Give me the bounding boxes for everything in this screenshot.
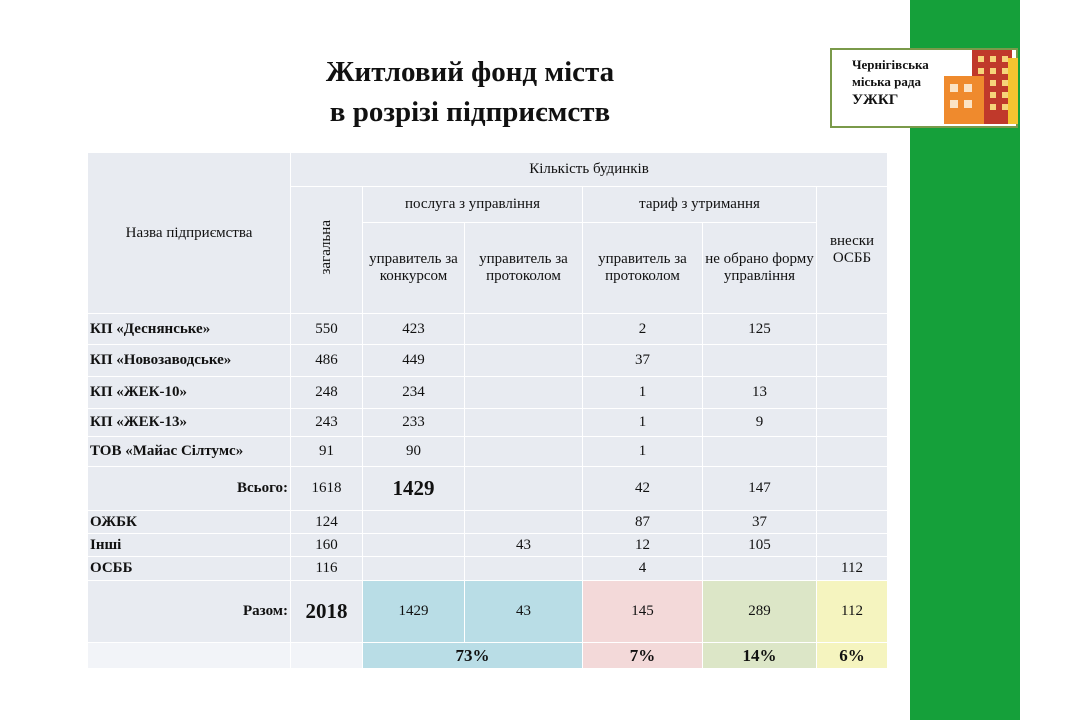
row-not-chosen [703,437,817,467]
row-not-chosen: 125 [703,314,817,345]
row-name: КП «ЖЕК-10» [88,377,291,409]
row-protocol-tariff: 87 [583,511,703,534]
logo-badge [830,48,1018,128]
grand-total-label: Разом: [88,581,291,643]
table-row [88,437,888,467]
building-icon [942,48,1018,126]
grand-total-competition: 1429 [363,581,465,643]
row-protocol-service [465,437,583,467]
header-building-count: Кількість будинків [291,153,888,187]
row-not-chosen: 37 [703,511,817,534]
header-not-chosen: не обрано форму управління [703,223,817,314]
row-osbb [817,345,888,377]
row-competition: 233 [363,409,465,437]
row-competition: 423 [363,314,465,345]
table-row [88,409,888,437]
title-line-2: в розрізі підприємств [329,96,611,128]
row-osbb: 112 [817,557,888,581]
subtotal-label: Всього: [88,467,291,511]
row-total: 486 [291,345,363,377]
table-row [88,345,888,377]
table-row [88,534,888,557]
percentage-empty-name [88,643,291,669]
percentage-protocol-tariff: 7% [583,643,703,669]
row-osbb [817,314,888,345]
header-management-service: послуга з управління [363,187,583,223]
page-title [270,52,670,132]
grand-total-row [88,581,888,643]
row-osbb [817,409,888,437]
row-total: 91 [291,437,363,467]
housing-fund-table [87,152,888,669]
row-name: ОЖБК [88,511,291,534]
row-total: 550 [291,314,363,345]
row-protocol-service: 43 [465,534,583,557]
row-protocol-service [465,409,583,437]
row-protocol-tariff: 1 [583,409,703,437]
row-not-chosen [703,345,817,377]
row-total: 248 [291,377,363,409]
percentage-not-chosen: 14% [703,643,817,669]
percentage-empty-total [291,643,363,669]
table-row [88,557,888,581]
row-protocol-service [465,314,583,345]
row-not-chosen: 13 [703,377,817,409]
row-protocol-tariff: 12 [583,534,703,557]
percentage-row [88,643,888,669]
subtotal-not-chosen: 147 [703,467,817,511]
percentage-osbb: 6% [817,643,888,669]
row-total: 160 [291,534,363,557]
row-osbb [817,377,888,409]
row-total: 243 [291,409,363,437]
row-name: ОСББ [88,557,291,581]
row-name: КП «Новозаводське» [88,345,291,377]
header-osbb-fees: внески ОСББ [817,187,888,314]
row-competition [363,557,465,581]
table-row [88,511,888,534]
row-total: 116 [291,557,363,581]
row-name: ТОВ «Майас Сілтумс» [88,437,291,467]
row-osbb [817,437,888,467]
row-protocol-tariff: 2 [583,314,703,345]
row-competition [363,511,465,534]
row-name: КП «ЖЕК-13» [88,409,291,437]
row-protocol-service [465,557,583,581]
row-osbb [817,534,888,557]
header-competition-manager: управитель за конкурсом [363,223,465,314]
table-row [88,314,888,345]
table-row [88,377,888,409]
row-not-chosen: 9 [703,409,817,437]
row-protocol-service [465,345,583,377]
grand-total-total: 2018 [291,581,363,643]
row-competition [363,534,465,557]
header-protocol-manager-service: управитель за протоколом [465,223,583,314]
logo-line-3: УЖКГ [852,92,899,108]
subtotal-protocol-service [465,467,583,511]
row-protocol-tariff: 1 [583,377,703,409]
row-competition: 90 [363,437,465,467]
header-total-cell [291,187,363,314]
row-osbb [817,511,888,534]
row-not-chosen: 105 [703,534,817,557]
row-name: Інші [88,534,291,557]
subtotal-total: 1618 [291,467,363,511]
logo-line-1: Чернігівська [852,57,929,72]
subtotal-osbb [817,467,888,511]
row-protocol-tariff: 4 [583,557,703,581]
logo-line-2: міська рада [852,74,921,89]
row-protocol-service [465,511,583,534]
subtotal-protocol-tariff: 42 [583,467,703,511]
grand-total-osbb: 112 [817,581,888,643]
grand-total-not-chosen: 289 [703,581,817,643]
grand-total-protocol-tariff: 145 [583,581,703,643]
percentage-service: 73% [363,643,583,669]
row-total: 124 [291,511,363,534]
grand-total-protocol-service: 43 [465,581,583,643]
row-protocol-service [465,377,583,409]
subtotal-row [88,467,888,511]
header-total: загальна [318,220,334,275]
logo-text [852,56,929,109]
header-maintenance-tariff: тариф з утримання [583,187,817,223]
header-enterprise-name: Назва підприємства [88,153,291,314]
title-line-1: Житловий фонд міста [325,56,615,88]
subtotal-competition: 1429 [363,467,465,511]
header-protocol-manager-tariff: управитель за протоколом [583,223,703,314]
row-name: КП «Деснянське» [88,314,291,345]
row-competition: 449 [363,345,465,377]
row-not-chosen [703,557,817,581]
row-protocol-tariff: 37 [583,345,703,377]
row-competition: 234 [363,377,465,409]
row-protocol-tariff: 1 [583,437,703,467]
